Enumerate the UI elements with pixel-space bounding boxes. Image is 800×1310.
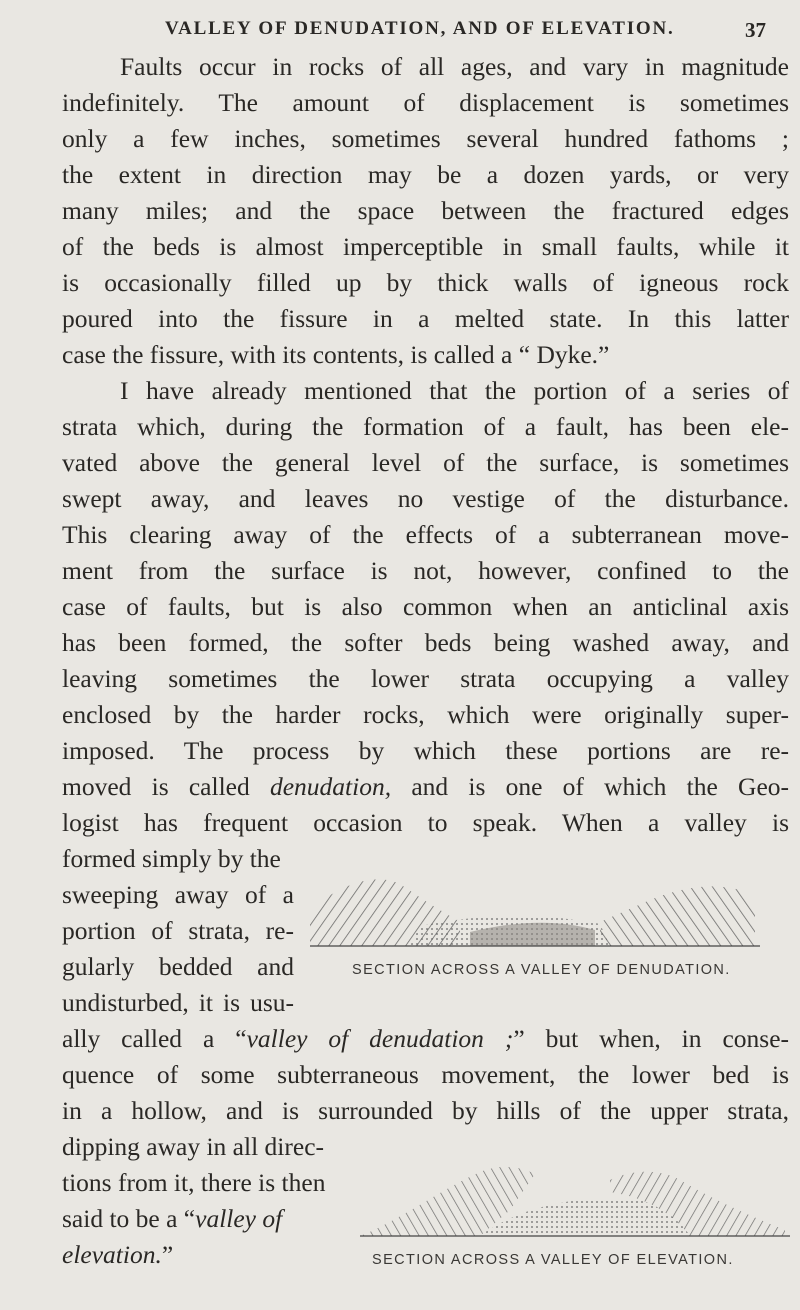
text-line: tions from it, there is then — [62, 1168, 326, 1197]
text-line: vated above the general level of the surface, is sometimes — [62, 448, 789, 477]
text-segment: moved is called — [62, 772, 250, 801]
text-line: case of faults, but is also common when an anticlinal axis — [62, 592, 789, 621]
text-line: strata which, during the formation of a fault, has been ele- — [62, 412, 789, 441]
text-line: enclosed by the harder rocks, which were originally super- — [62, 700, 789, 729]
running-title: VALLEY OF DENUDATION, AND OF ELEVATION. — [165, 18, 675, 39]
text-line: the extent in direction may be a dozen yards, or very — [62, 160, 789, 189]
text-line — [62, 1204, 362, 1234]
text-line: undisturbed, it is usu- — [62, 988, 294, 1017]
text-line: gularly bedded and — [62, 952, 294, 981]
text-line: I have already mentioned that the portion of a series of — [120, 376, 789, 405]
text-line: in a hollow, and is surrounded by hills of the upper strata, — [62, 1096, 789, 1125]
text-line: indefinitely. The amount of displacement is sometimes — [62, 88, 789, 117]
text-line: swept away, and leaves no vestige of the disturbance. — [62, 484, 789, 513]
page-number: 37 — [745, 18, 766, 42]
text-line: many miles; and the space between the fractured edges — [62, 196, 789, 225]
text-line: only a few inches, sometimes several hundred fathoms ; — [62, 124, 789, 153]
text-line: poured into the fissure in a melted state. In this latter — [62, 304, 789, 333]
text-line: dipping away in all direc- — [62, 1132, 324, 1161]
italic-term: elevation. — [62, 1240, 162, 1269]
right-strata — [600, 886, 755, 946]
text-line: This clearing away of the effects of a subterranean move- — [62, 520, 789, 549]
text-segment: ” but when, in conse- — [513, 1024, 789, 1053]
text-segment: ally called a “ — [62, 1024, 247, 1053]
text-line: is occasionally filled up by thick walls of igneous rock — [62, 268, 789, 297]
italic-term: valley of — [195, 1204, 283, 1233]
italic-term: denudation, — [269, 772, 392, 801]
text-line: leaving sometimes the lower strata occupying a valley — [62, 664, 789, 693]
text-segment: ” — [161, 1240, 174, 1269]
figure-caption: SECTION ACROSS A VALLEY OF DENUDATION. — [352, 962, 731, 978]
page-header — [0, 10, 800, 50]
text-segment: and is one of which the Geo- — [411, 772, 790, 801]
text-line: logist has frequent occasion to speak. When a valley is — [62, 808, 789, 837]
text-line: Faults occur in rocks of all ages, and vary in magnitude — [120, 52, 789, 81]
text-line — [62, 1024, 789, 1054]
italic-term: valley of denudation ; — [246, 1024, 514, 1053]
text-line: quence of some subterraneous movement, the lower bed is — [62, 1060, 789, 1089]
text-line: imposed. The process by which these portions are re- — [62, 736, 789, 765]
text-line: portion of strata, re- — [62, 916, 294, 945]
text-segment: said to be a “ — [62, 1204, 196, 1233]
denudation-section-figure — [310, 862, 760, 947]
text-line: ment from the surface is not, however, confined to the — [62, 556, 789, 585]
text-line: of the beds is almost imperceptible in small faults, while it — [62, 232, 789, 261]
elevation-section-figure — [360, 1150, 790, 1240]
text-line — [62, 1240, 362, 1270]
text-line: case the fissure, with its contents, is called a “ Dyke.” — [62, 340, 610, 369]
text-line — [62, 772, 789, 802]
text-line: has been formed, the softer beds being washed away, and — [62, 628, 789, 657]
figure-caption: SECTION ACROSS A VALLEY OF ELEVATION. — [372, 1252, 734, 1268]
text-line: sweeping away of a — [62, 880, 294, 909]
text-line: formed simply by the — [62, 844, 281, 873]
